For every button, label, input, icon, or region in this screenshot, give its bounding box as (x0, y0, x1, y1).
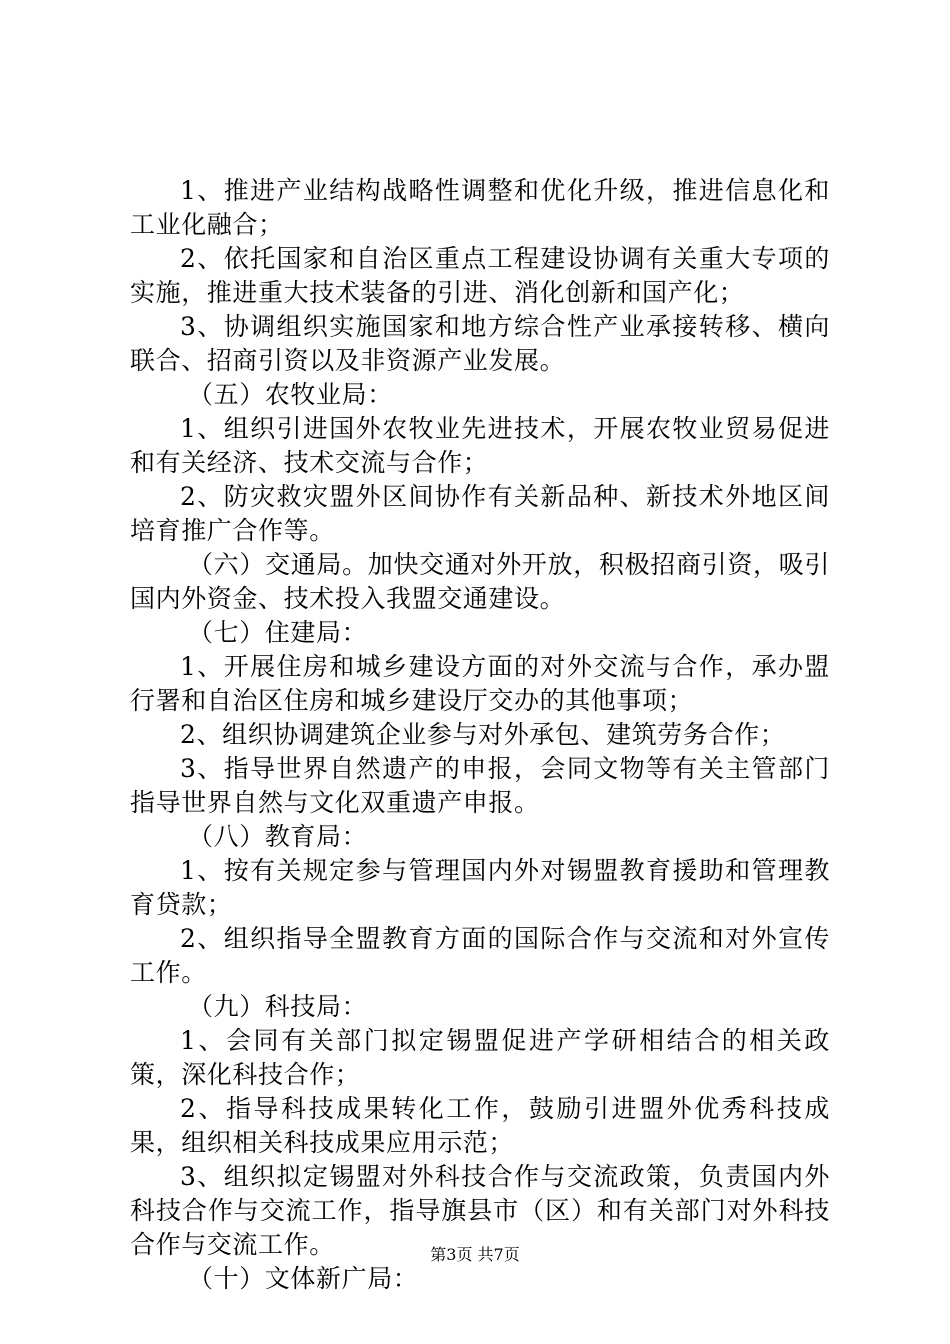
page-number-footer: 第3页 共7页 (430, 1245, 520, 1264)
paragraph: 2、组织协调建筑企业参与对外承包、建筑劳务合作； (180, 720, 786, 749)
paragraph: 3、协调组织实施国家和地方综合性产业承接转移、横向联合、招商引资以及非资源产业发展。 (130, 312, 830, 375)
paragraph: 3、组织拟定锡盟对外科技合作与交流政策，负责国内外科技合作与交流工作，指导旗县市（区）和有关部门对外科技合作与交流工作。 (130, 1162, 830, 1259)
paragraph: 2、依托国家和自治区重点工程建设协调有关重大专项的实施，推进重大技术装备的引进、消化创新和国产化； (130, 244, 830, 307)
paragraph: 3、指导世界自然遗产的申报，会同文物等有关主管部门指导世界自然与文化双重遗产申报。 (130, 754, 830, 817)
paragraph: 2、组织指导全盟教育方面的国际合作与交流和对外宣传工作。 (130, 924, 830, 987)
section-heading: （八）教育局： (188, 822, 368, 851)
paragraph: 1、开展住房和城乡建设方面的对外交流与合作，承办盟行署和自治区住房和城乡建设厅交办的其他事项； (130, 652, 830, 715)
paragraph: 1、组织引进国外农牧业先进技术，开展农牧业贸易促进和有关经济、技术交流与合作； (130, 414, 830, 477)
section-heading: （九）科技局： (188, 992, 368, 1021)
paragraph: 2、指导科技成果转化工作，鼓励引进盟外优秀科技成果，组织相关科技成果应用示范； (130, 1094, 830, 1157)
paragraph: 1、推进产业结构战略性调整和优化升级，推进信息化和工业化融合； (130, 176, 830, 239)
section-heading: （六）交通局。加快交通对外开放，积极招商引资，吸引国内外资金、技术投入我盟交通建设。 (130, 550, 830, 613)
paragraph: 1、会同有关部门拟定锡盟促进产学研相结合的相关政策，深化科技合作； (130, 1026, 830, 1089)
section-heading: （五）农牧业局： (188, 380, 393, 409)
paragraph: 2、防灾救灾盟外区间协作有关新品种、新技术外地区间培育推广合作等。 (130, 482, 830, 545)
paragraph: 1、按有关规定参与管理国内外对锡盟教育援助和管理教育贷款； (130, 856, 830, 919)
section-heading: （七）住建局： (188, 618, 368, 647)
document-body (130, 174, 830, 1296)
section-heading: （十）文体新广局： (188, 1264, 419, 1293)
